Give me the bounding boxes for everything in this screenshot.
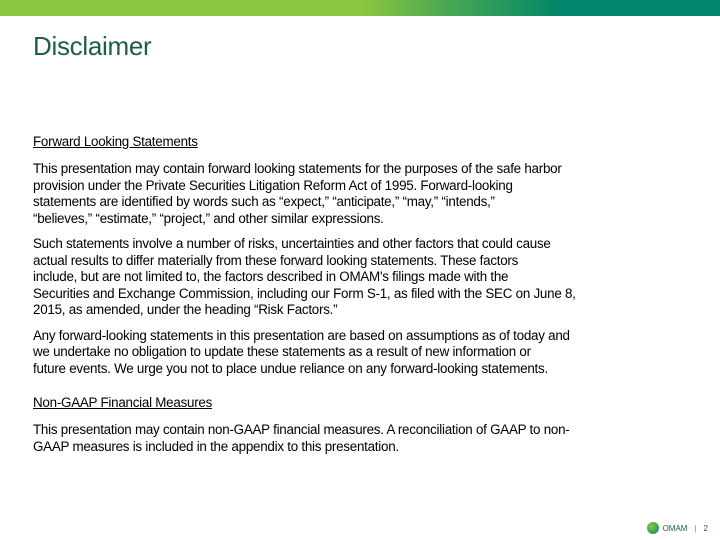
page-title: Disclaimer [33,31,152,61]
text-line: Securities and Exchange Commission, including our Form S-1, as filed with the SEC on June 8, [33,285,576,301]
text-line: 2015, as amended, under the heading “Risk Factors.” [33,302,338,317]
paragraph [33,422,703,455]
page-number: 2 [703,523,708,533]
text-line: “believes,” “estimate,” “project,” and other similar expressions. [33,210,384,226]
text-line: actual results to differ materially from these forward looking statements. These factors [33,252,519,268]
paragraph [33,236,703,319]
text-line: include, but are not limited to, the factors described in OMAM's filings made with the [33,269,509,284]
paragraph [33,161,703,227]
text-line: we undertake no obligation to update these statements as a result of new information or [33,344,531,359]
disclaimer-content [33,133,703,464]
text-line: This presentation may contain non-GAAP financial measures. A reconciliation of GAAP to non- [33,422,570,437]
footer [647,522,708,534]
text-line: Any forward-looking statements in this presentation are based on assumptions as of today and [33,327,570,343]
divider: | [694,523,697,533]
text-line: Such statements involve a number of risks, uncertainties and other factors that could cause [33,236,551,251]
text-line: This presentation may contain forward looking statements for the purposes of the safe harbor [33,161,562,176]
text-line: provision under the Private Securities Litigation Reform Act of 1995. Forward-looking [33,177,513,193]
section-heading-forward-looking: Forward Looking Statements [33,134,198,149]
top-accent-bar [0,0,720,16]
section-heading-non-gaap: Non-GAAP Financial Measures [33,395,213,410]
text-line: future events. We urge you not to place undue reliance on any forward-looking statements. [33,360,548,376]
text-line: statements are identified by words such as “expect,” “anticipate,” “may,” “intends,” [33,194,495,209]
omam-logo-icon [647,522,659,534]
logo-text: OMAM [662,523,688,533]
paragraph [33,328,703,378]
text-line: GAAP measures is included in the appendix to this presentation. [33,438,399,454]
